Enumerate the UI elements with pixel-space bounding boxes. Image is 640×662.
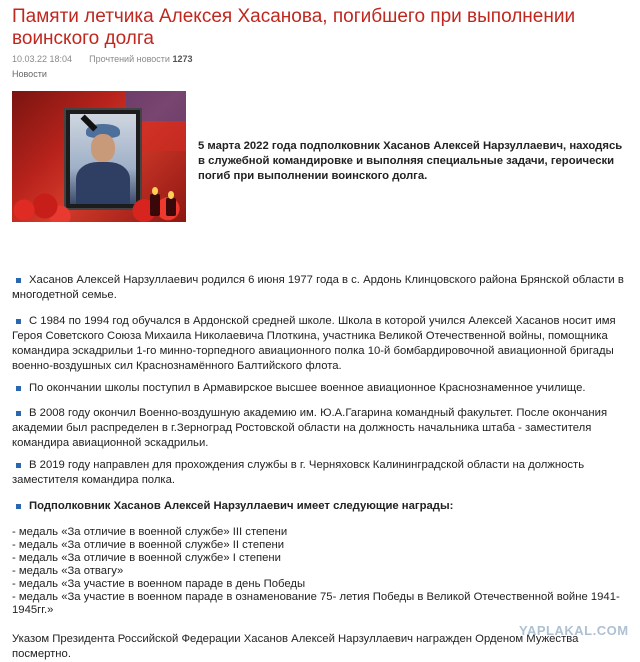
article-title: Памяти летчика Алексея Хасанова, погибшего при выполнении воинского долга (12, 6, 576, 49)
decree-text: Указом Президента Российской Федерации Хасанов Алексей Нарзуллаевич награжден Орденом Мужества посмертно. (12, 633, 579, 660)
category-link[interactable]: Новости (12, 69, 47, 79)
candle-icon (150, 194, 160, 216)
bullet-icon (16, 278, 21, 283)
candle-icon (166, 198, 176, 216)
bullet-icon (16, 504, 21, 509)
bullet-icon (16, 463, 21, 468)
bullet-icon (16, 319, 21, 324)
bullet-icon (16, 386, 21, 391)
bullet-icon (16, 411, 21, 416)
award-item: - медаль «За отличие в военной службе» III степени (12, 526, 288, 538)
paragraph: С 1984 по 1994 год обучался в Ардонской средней школе. Школа в которой учился Алексей Хасанов носит имя Героя Советского Союза Михаила Николаевича Плоткина, участника Великой Отечественной войны, помощника командира эскадрильи 1-го минно-торпедного авиационного полка 10-й бомбардировочной авиационной бригады военно-воздушных сил Краснознамённого Балтийского флота. (12, 315, 616, 372)
award-item: - медаль «За участие в военном параде в день Победы (12, 578, 306, 590)
views-count: 1273 (172, 54, 193, 64)
paragraph: Хасанов Алексей Нарзуллаевич родился 6 июня 1977 года в с. Ардонь Клинцовского района Брянской области в многодетной семье. (12, 274, 624, 301)
paragraph: По окончании школы поступил в Армавирское высшее военное авиационное Краснознаменное училище. (12, 381, 630, 396)
award-item: - медаль «За отличие в военной службе» II степени (12, 539, 285, 551)
site-watermark: YAPLAKAL.COM (519, 623, 629, 638)
award-item: - медаль «За отвагу» (12, 565, 124, 577)
awards-list (12, 526, 630, 617)
award-item: - медаль «За отличие в военной службе» I степени (12, 552, 281, 564)
article-meta (12, 54, 192, 64)
flowers-left (12, 182, 72, 222)
memorial-photo (12, 91, 186, 222)
paragraph: В 2008 году окончил Военно-воздушную академию им. Ю.А.Гагарина командный факультет. После окончания академии был распределен в г.Зерноград Ростовской области на должность начальника штаба - заместителя командира авиационной эскадрильи. (12, 407, 608, 449)
article-lead: 5 марта 2022 года подполковник Хасанов Алексей Нарзуллаевич, находясь в служебной командировке и выполняя специальные задачи, героически погиб при выполнении воинского долга. (198, 140, 623, 182)
paragraph: В 2019 году направлен для прохождения службы в г. Черняховск Калининградской области на должность заместителя командира полка. (12, 459, 585, 486)
award-item: - медаль «За участие в военном параде в ознаменование 75- летия Победы в Великой Отечественной войне 1941-1945гг.» (12, 591, 620, 616)
article-date: 10.03.22 18:04 (12, 54, 73, 64)
awards-heading: Подполковник Хасанов Алексей Нарзуллаевич имеет следующие награды: (12, 499, 630, 514)
views-label: Прочтений новости (89, 54, 170, 64)
